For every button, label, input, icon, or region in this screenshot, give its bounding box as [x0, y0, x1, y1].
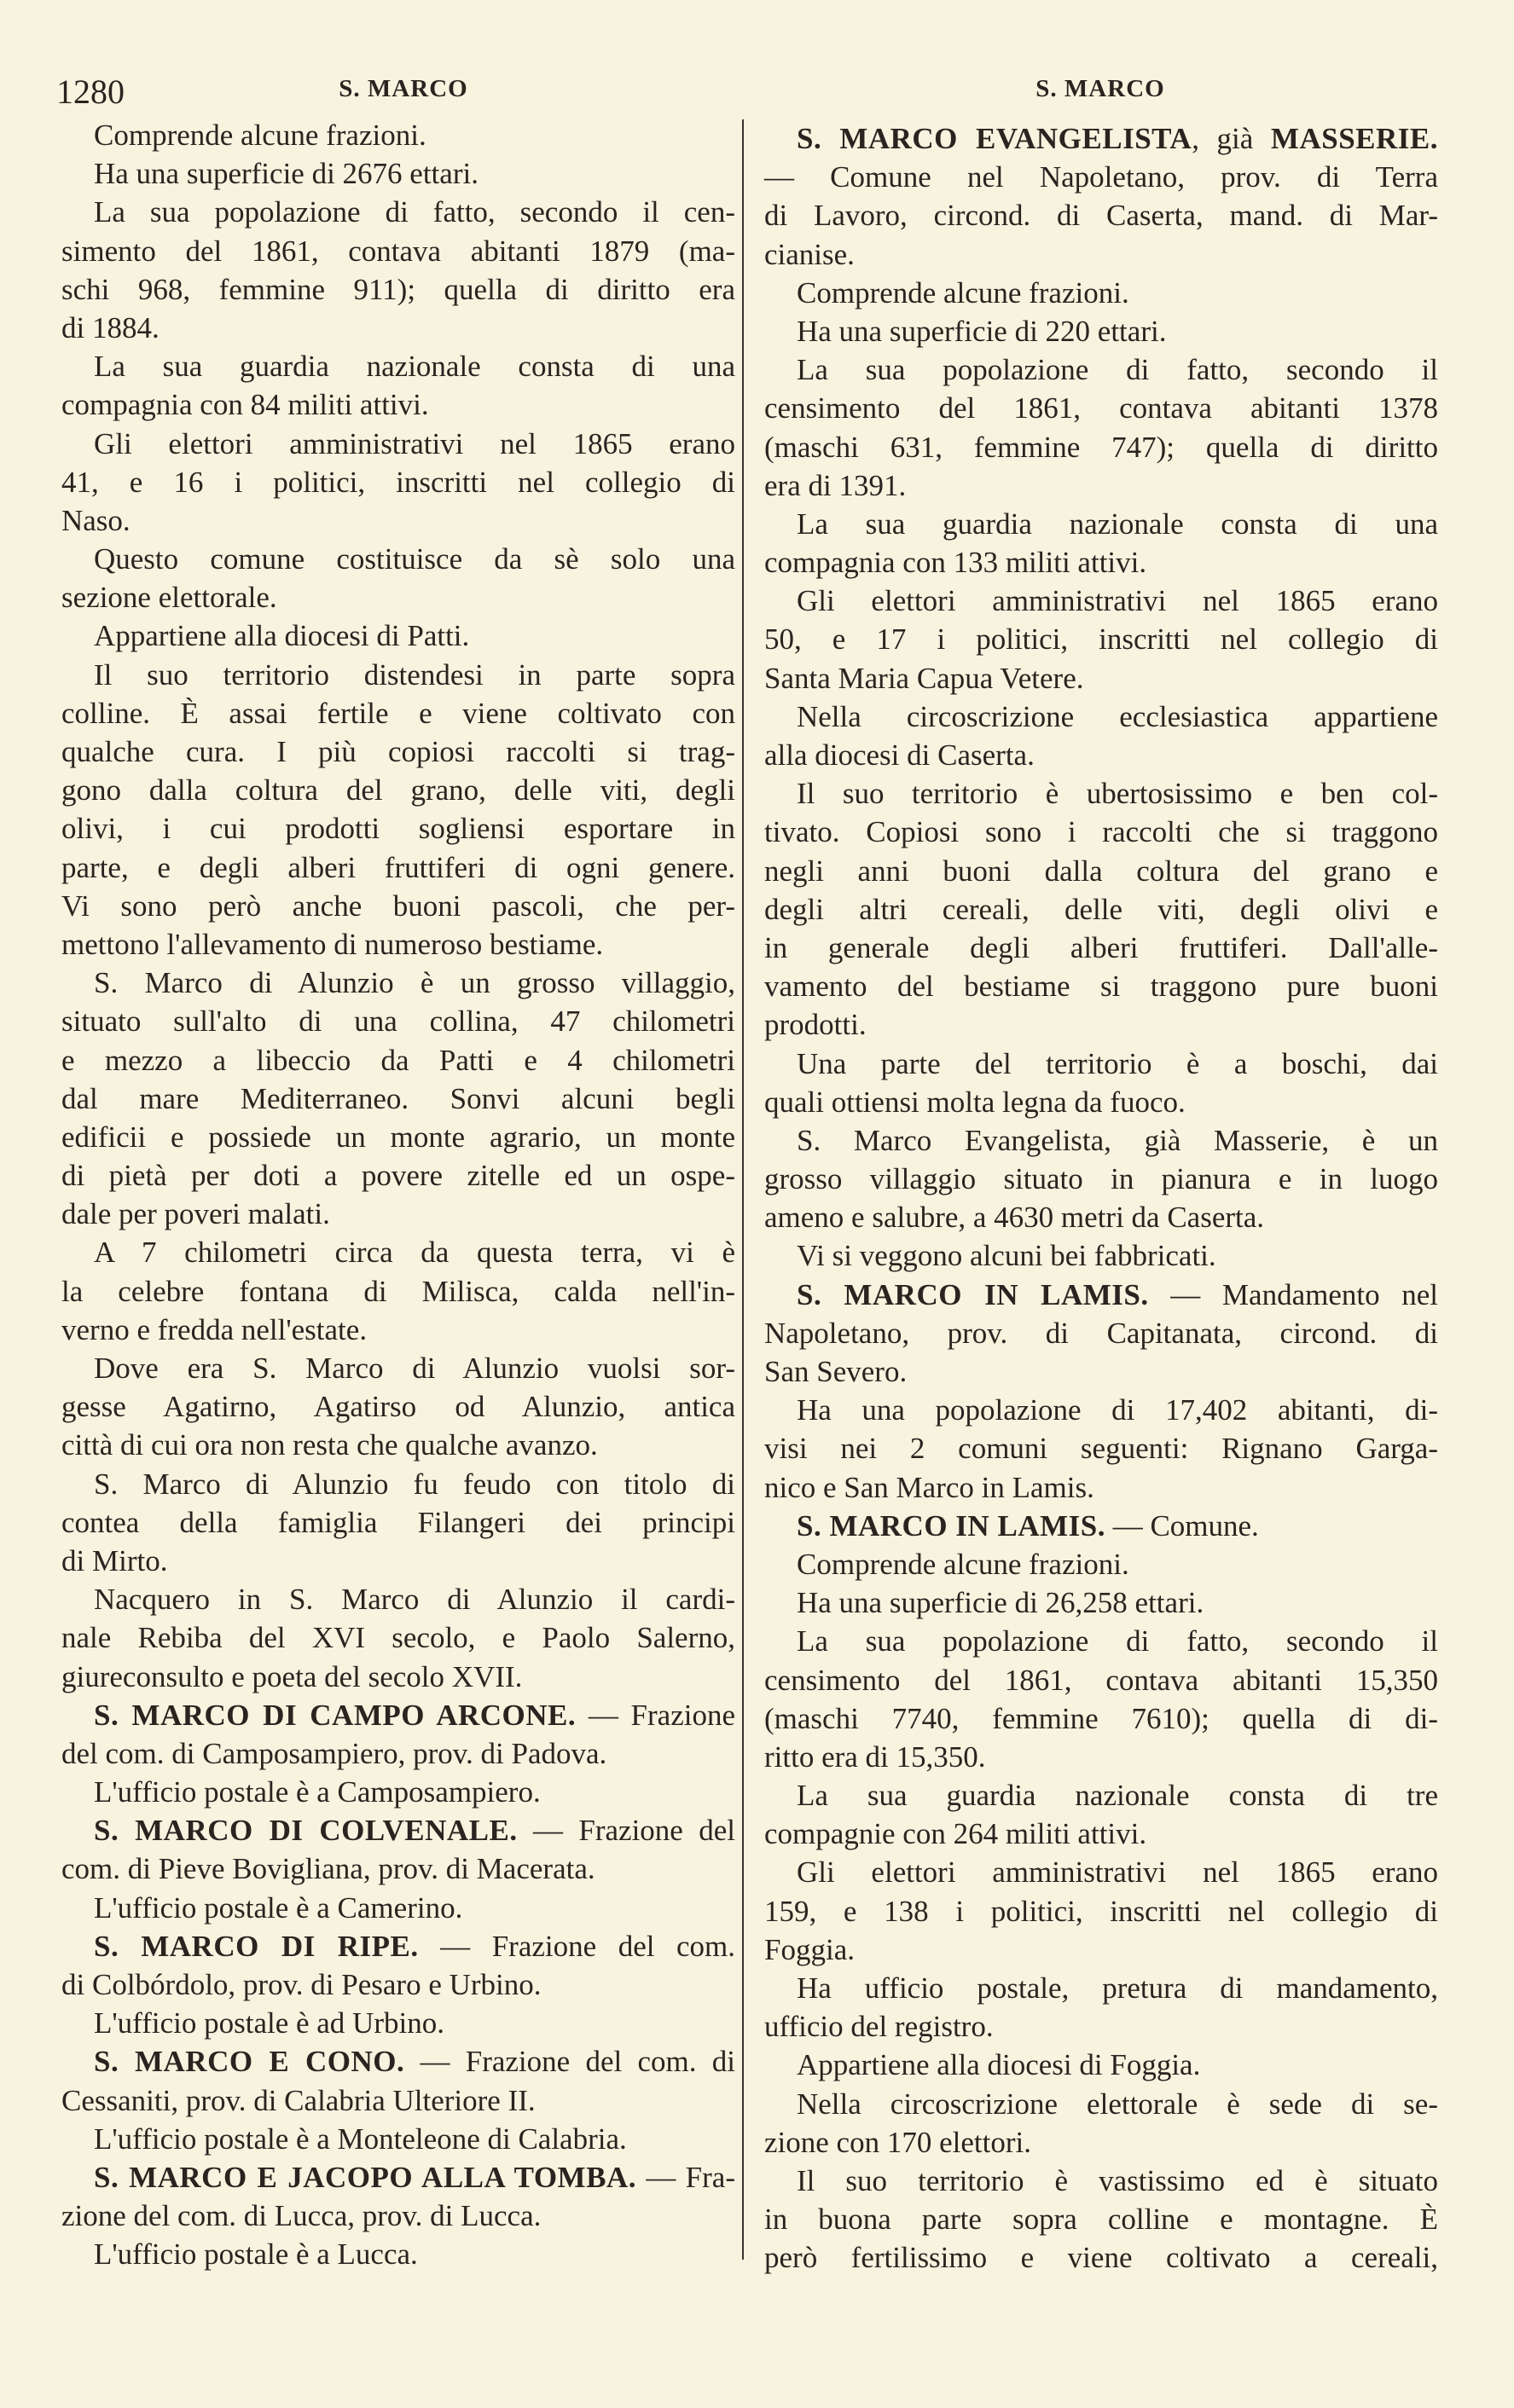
text-line: [61, 2081, 735, 2120]
text-line: [61, 1311, 735, 1349]
paragraph: [764, 1045, 1438, 1121]
paragraph: [764, 1853, 1438, 1969]
line-text: mettono l'allevamento di numeroso bestiame.: [61, 927, 604, 961]
text-line: [764, 2200, 1438, 2238]
text-line: [764, 929, 1438, 967]
line-text: — Frazione del com. di: [404, 2045, 735, 2079]
text-line: [764, 620, 1438, 658]
line-text: Gli elettori amministrativi nel 1865 erano: [797, 1855, 1438, 1890]
line-text: Foggia.: [764, 1932, 855, 1966]
line-text: Comprende alcune frazioni.: [797, 275, 1129, 310]
page-number: 1280: [56, 72, 125, 111]
text-line: [764, 1005, 1438, 1044]
line-text: Il suo territorio è ubertosissimo e ben col-: [797, 777, 1438, 811]
line-text: Comprende alcune frazioni.: [94, 119, 426, 152]
text-line: [764, 1045, 1438, 1083]
text-line: [61, 771, 735, 809]
line-text: tivato. Copiosi sono i raccolti che si traggono: [764, 815, 1438, 849]
text-line: [61, 809, 735, 848]
text-line: [61, 2197, 735, 2235]
text-line: [764, 235, 1438, 274]
line-text: La sua popolazione di fatto, secondo il: [797, 1624, 1438, 1658]
line-text: L'ufficio postale è a Monteleone di Calabria.: [94, 2121, 627, 2156]
text-line: [61, 463, 735, 501]
line-text: La sua popolazione di fatto, secondo il: [797, 353, 1438, 387]
entry-heading: S. MARCO EVANGELISTA: [797, 122, 1192, 155]
paragraph: [61, 347, 735, 424]
text-line: [61, 232, 735, 270]
line-text: compagnie con 264 militi attivi.: [764, 1817, 1147, 1851]
text-line: [764, 1853, 1438, 1891]
paragraph: [61, 1580, 735, 1696]
line-text: situato sull'alto di una collina, 47 chilometri: [61, 1004, 735, 1039]
line-text: La sua guardia nazionale consta di una: [94, 350, 735, 384]
line-text: 159, e 138 i politici, inscritti nel collegio di: [764, 1894, 1438, 1928]
text-line: [764, 466, 1438, 505]
paragraph: [764, 505, 1438, 582]
paragraph: [764, 2085, 1438, 2162]
text-line: [764, 1314, 1438, 1352]
entry-paragraph: [61, 1696, 735, 1773]
text-line: [764, 698, 1438, 736]
text-line: [61, 887, 735, 925]
text-line: [764, 350, 1438, 389]
text-line: [61, 1195, 735, 1233]
line-text: Ha una superficie di 26,258 ettari.: [797, 1586, 1204, 1620]
line-text: simento del 1861, contava abitanti 1879 (ma-: [61, 234, 735, 268]
line-text: Naso.: [61, 503, 131, 537]
line-text: giureconsulto e poeta del secolo XVII.: [61, 1659, 523, 1693]
paragraph: [61, 1349, 735, 1465]
line-text: dale per poveri malati.: [61, 1197, 330, 1231]
line-text: La sua popolazione di fatto, secondo il cen-: [94, 195, 735, 229]
text-line: [764, 1352, 1438, 1391]
line-text: Gli elettori amministrativi nel 1865 erano: [94, 426, 735, 460]
text-line: [61, 1618, 735, 1657]
line-text: Appartiene alla diocesi di Foggia.: [797, 2048, 1201, 2082]
text-line: [764, 1083, 1438, 1121]
text-line: [61, 1041, 735, 1080]
text-line: [764, 774, 1438, 813]
text-line: [61, 2158, 735, 2197]
text-line: [764, 196, 1438, 234]
entry-heading: S. MARCO DI RIPE.: [94, 1929, 419, 1963]
paragraph: [61, 616, 735, 655]
line-text: La sua guardia nazionale consta di tre: [797, 1779, 1438, 1813]
line-text: nale Rebiba del XVI secolo, e Paolo Salerno,: [61, 1621, 735, 1655]
line-text: olivi, i cui prodotti sogliensi esportare in: [61, 812, 735, 846]
text-line: [764, 1121, 1438, 1160]
paragraph: [764, 312, 1438, 350]
line-text: — Comune.: [1105, 1508, 1259, 1543]
text-line: [61, 347, 735, 385]
text-line: [764, 813, 1438, 851]
line-text: e mezzo a libeccio da Patti e 4 chilometri: [61, 1043, 735, 1077]
paragraph: [61, 2235, 735, 2273]
text-line: [61, 1965, 735, 2004]
line-text: Ha una superficie di 220 ettari.: [797, 314, 1167, 348]
line-text: censimento del 1861, contava abitanti 15,350: [764, 1663, 1438, 1697]
entry-paragraph: [764, 1507, 1438, 1545]
line-text: Cessaniti, prov. di Calabria Ulteriore II.: [61, 2083, 536, 2117]
text-line: [61, 1156, 735, 1195]
line-text: 41, e 16 i politici, inscritti nel collegio di: [61, 465, 735, 499]
text-line: [61, 425, 735, 463]
text-line: [764, 1892, 1438, 1930]
text-line: [61, 1349, 735, 1387]
text-line: [61, 1426, 735, 1464]
running-head-left: S. MARCO: [339, 75, 468, 102]
text-line: [61, 1927, 735, 1965]
line-text: Santa Maria Capua Vetere.: [764, 661, 1084, 695]
line-text: gono dalla coltura del grano, delle viti, degli: [61, 773, 735, 807]
text-line: [61, 1002, 735, 1040]
left-column: [61, 116, 735, 2274]
text-line: [764, 1815, 1438, 1853]
text-line: [61, 385, 735, 424]
paragraph: [61, 1465, 735, 1581]
line-text: Nacquero in S. Marco di Alunzio il cardi-: [94, 1583, 735, 1617]
column-divider: [742, 119, 744, 2260]
line-text: di pietà per doti a povere zitelle ed un ospe-: [61, 1159, 735, 1193]
text-line: [61, 1233, 735, 1271]
line-text: — Mandamento nel: [1148, 1277, 1438, 1311]
line-text: sezione elettorale.: [61, 581, 277, 615]
line-text: Appartiene alla diocesi di Patti.: [94, 619, 470, 653]
line-text: di Lavoro, circond. di Caserta, mand. di Mar-: [764, 199, 1438, 233]
paragraph: [764, 1121, 1438, 1237]
line-text: alla diocesi di Caserta.: [764, 738, 1035, 772]
line-text: Il suo territorio è vastissimo ed è situato: [797, 2163, 1438, 2197]
paragraph: [61, 2004, 735, 2042]
paragraph: [61, 116, 735, 154]
paragraph: [764, 274, 1438, 312]
text-line: [764, 119, 1438, 158]
text-line: [61, 116, 735, 154]
line-text: di Mirto.: [61, 1543, 168, 1577]
text-line: [61, 2235, 735, 2273]
paragraph: [764, 350, 1438, 505]
text-line: [61, 2120, 735, 2158]
entry-paragraph: [764, 1276, 1438, 1392]
text-line: [764, 659, 1438, 698]
line-text: (maschi 631, femmine 747); quella di diritto: [764, 430, 1438, 464]
entry-paragraph: [61, 2042, 735, 2119]
text-line: [61, 578, 735, 616]
line-text: era di 1391.: [764, 468, 907, 502]
line-text: ritto era di 15,350.: [764, 1739, 986, 1774]
line-text: Questo comune costituisce da sè solo una: [94, 542, 735, 576]
line-text: schi 968, femmine 911); quella di diritto era: [61, 272, 735, 306]
text-line: [764, 2238, 1438, 2277]
paragraph: [764, 774, 1438, 1044]
line-text: Nella circoscrizione elettorale è sede di se-: [797, 2087, 1438, 2121]
line-text: in generale degli alberi fruttiferi. Dall'alle-: [764, 930, 1438, 964]
text-line: [61, 1658, 735, 1696]
entry-heading-connector: , già: [1192, 122, 1271, 155]
text-line: [61, 1580, 735, 1618]
entry-heading: S. MARCO E JACOPO ALLA TOMBA.: [94, 2160, 636, 2194]
line-text: (maschi 7740, femmine 7610); quella di di-: [764, 1701, 1438, 1735]
text-line: [764, 1969, 1438, 2007]
paragraph: [764, 582, 1438, 698]
text-line: [764, 505, 1438, 543]
text-line: [764, 1738, 1438, 1776]
text-line: [764, 1429, 1438, 1467]
line-text: ufficio del registro.: [764, 2010, 994, 2044]
text-line: [764, 736, 1438, 774]
line-text: Vi sono però anche buoni pascoli, che per-: [61, 889, 735, 923]
line-text: compagnia con 133 militi attivi.: [764, 546, 1147, 580]
line-text: di 1884.: [61, 310, 160, 344]
line-text: quali ottiensi molta legna da fuoco.: [764, 1085, 1186, 1119]
text-line: [764, 543, 1438, 582]
text-line: [61, 193, 735, 231]
paragraph: [61, 425, 735, 541]
line-text: Nella circoscrizione ecclesiastica appartiene: [797, 699, 1438, 733]
entry-heading: S. MARCO DI CAMPO ARCONE.: [94, 1698, 577, 1732]
paragraph: [764, 1622, 1438, 1776]
text-line: [61, 1272, 735, 1311]
text-line: [61, 270, 735, 309]
entry-heading-alt: MASSERIE.: [1270, 122, 1438, 155]
paragraph: [764, 2162, 1438, 2278]
text-line: [764, 2046, 1438, 2084]
text-line: [764, 1198, 1438, 1236]
line-text: Vi si veggono alcuni bei fabbricati.: [797, 1239, 1216, 1273]
line-text: gesse Agatirno, Agatirso od Alunzio, antica: [61, 1390, 735, 1424]
right-column: [764, 119, 1438, 2278]
line-text: città di cui ora non resta che qualche avanzo.: [61, 1428, 598, 1462]
line-text: ameno e salubre, a 4630 metri da Caserta.: [764, 1201, 1265, 1235]
text-line: [61, 964, 735, 1002]
line-text: zione con 170 elettori.: [764, 2125, 1031, 2159]
entry-heading: S. MARCO E CONO.: [94, 2045, 405, 2079]
line-text: S. Marco di Alunzio è un grosso villaggio,: [94, 966, 735, 1000]
line-text: Dove era S. Marco di Alunzio vuolsi sor-: [94, 1352, 735, 1385]
line-text: — Frazione del: [517, 1814, 735, 1848]
text-line: [764, 1661, 1438, 1699]
line-text: in buona parte sopra colline e montagne. È: [764, 2203, 1438, 2237]
line-text: del com. di Camposampiero, prov. di Padova.: [61, 1736, 607, 1770]
line-text: compagnia con 84 militi attivi.: [61, 388, 429, 422]
text-line: [61, 1811, 735, 1849]
text-line: [61, 1696, 735, 1734]
text-line: [61, 1080, 735, 1118]
text-line: [61, 154, 735, 193]
line-text: Napoletano, prov. di Capitanata, circond. di: [764, 1316, 1438, 1350]
line-text: grosso villaggio situato in pianura e in luogo: [764, 1162, 1438, 1196]
line-text: Gli elettori amministrativi nel 1865 erano: [797, 584, 1438, 618]
line-text: nico e San Marco in Lamis.: [764, 1470, 1094, 1504]
text-line: [764, 1622, 1438, 1660]
entry-paragraph: [61, 1811, 735, 1888]
text-line: [764, 2085, 1438, 2123]
entry-heading: S. MARCO IN LAMIS.: [797, 1508, 1105, 1543]
paragraph: [764, 698, 1438, 774]
text-line: [764, 2007, 1438, 2046]
text-line: [764, 1583, 1438, 1622]
paragraph: [61, 2120, 735, 2158]
text-line: [61, 1734, 735, 1773]
entry-heading: S. MARCO DI COLVENALE.: [94, 1814, 518, 1848]
paragraph: [61, 964, 735, 1233]
line-text: degli altri cereali, delle viti, degli olivi e: [764, 892, 1438, 926]
text-line: [61, 1889, 735, 1927]
text-line: [764, 852, 1438, 890]
paragraph: [764, 1776, 1438, 1853]
text-line: [764, 582, 1438, 620]
text-line: [61, 309, 735, 347]
paragraph: [61, 540, 735, 616]
running-head-right: S. MARCO: [1035, 75, 1165, 102]
line-text: L'ufficio postale è a Lucca.: [94, 2237, 418, 2272]
line-text: L'ufficio postale è a Camposampiero.: [94, 1775, 541, 1809]
paragraph: [61, 1773, 735, 1811]
line-text: L'ufficio postale è a Camerino.: [94, 1890, 463, 1925]
line-text: Il suo territorio distendesi in parte sopra: [94, 657, 735, 692]
text-line: [61, 1503, 735, 1542]
text-line: [61, 1542, 735, 1580]
paragraph: [61, 1889, 735, 1927]
line-text: La sua guardia nazionale consta di una: [797, 506, 1438, 541]
text-line: [61, 2042, 735, 2081]
text-line: [764, 1468, 1438, 1507]
line-text: Ha ufficio postale, pretura di mandamento,: [797, 1971, 1438, 2005]
entry-paragraph: [764, 119, 1438, 274]
paragraph: [61, 193, 735, 347]
text-line: [61, 616, 735, 655]
text-line: [61, 1387, 735, 1426]
text-line: [764, 890, 1438, 929]
paragraph: [764, 1236, 1438, 1275]
text-line: [61, 1849, 735, 1888]
line-text: qualche cura. I più copiosi raccolti si trag-: [61, 735, 735, 768]
text-line: [61, 656, 735, 694]
line-text: San Severo.: [764, 1355, 908, 1388]
line-text: negli anni buoni dalla coltura del grano e: [764, 854, 1438, 888]
paragraph: [61, 154, 735, 193]
text-line: [764, 1507, 1438, 1545]
entry-paragraph: [61, 2158, 735, 2235]
line-text: Comprende alcune frazioni.: [797, 1547, 1129, 1581]
text-line: [61, 925, 735, 964]
text-line: [764, 1776, 1438, 1815]
line-text: censimento del 1861, contava abitanti 1378: [764, 391, 1438, 425]
line-text: edificii e possiede un monte agrario, un monte: [61, 1120, 735, 1154]
paragraph: [764, 1583, 1438, 1622]
line-text: — Frazione: [576, 1698, 735, 1732]
text-line: [764, 1236, 1438, 1275]
line-text: — Comune nel Napoletano, prov. di Terra: [764, 160, 1438, 194]
text-line: [61, 694, 735, 732]
paragraph: [764, 1969, 1438, 2046]
line-text: però fertilissimo e viene coltivato a cereali,: [764, 2241, 1438, 2275]
text-line: [764, 1930, 1438, 1969]
text-line: [764, 1391, 1438, 1429]
line-text: vamento del bestiame si traggono pure buoni: [764, 970, 1438, 1004]
line-text: cianise.: [764, 237, 855, 271]
text-line: [61, 1773, 735, 1811]
text-line: [61, 1465, 735, 1503]
line-text: contea della famiglia Filangeri dei principi: [61, 1505, 735, 1539]
text-line: [61, 732, 735, 771]
line-text: la celebre fontana di Milisca, calda nell'in-: [61, 1274, 735, 1308]
text-line: [764, 1276, 1438, 1314]
line-text: S. Marco di Alunzio fu feudo con titolo di: [94, 1467, 735, 1501]
line-text: A 7 chilometri circa da questa terra, vi è: [94, 1236, 735, 1270]
text-line: [764, 428, 1438, 466]
paragraph: [764, 2046, 1438, 2084]
paragraph: [61, 656, 735, 964]
text-line: [764, 274, 1438, 312]
line-text: L'ufficio postale è ad Urbino.: [94, 2006, 444, 2040]
text-line: [764, 2123, 1438, 2162]
line-text: Ha una popolazione di 17,402 abitanti, di-: [797, 1393, 1438, 1427]
text-line: [61, 540, 735, 578]
line-text: prodotti.: [764, 1008, 867, 1042]
line-text: 50, e 17 i politici, inscritti nel collegio di: [764, 622, 1438, 657]
line-text: com. di Pieve Bovigliana, prov. di Macerata.: [61, 1852, 595, 1886]
line-text: zione del com. di Lucca, prov. di Lucca.: [61, 2199, 542, 2233]
line-text: Una parte del territorio è a boschi, dai: [797, 1046, 1438, 1080]
line-text: Ha una superficie di 2676 ettari.: [94, 157, 479, 191]
entry-heading: S. MARCO IN LAMIS.: [797, 1277, 1149, 1311]
line-text: verno e fredda nell'estate.: [61, 1312, 368, 1346]
entry-paragraph: [61, 1927, 735, 2004]
text-line: [61, 2004, 735, 2042]
line-text: parte, e degli alberi fruttiferi di ogni genere.: [61, 850, 735, 884]
paragraph: [61, 1233, 735, 1349]
text-line: [764, 1699, 1438, 1738]
line-text: dal mare Mediterraneo. Sonvi alcuni begli: [61, 1081, 735, 1115]
line-text: — Frazione del com.: [418, 1929, 735, 1963]
line-text: S. Marco Evangelista, già Masserie, è un: [797, 1123, 1438, 1157]
text-line: [764, 158, 1438, 196]
text-line: [764, 312, 1438, 350]
paragraph: [764, 1545, 1438, 1583]
line-text: visi nei 2 comuni seguenti: Rignano Garga-: [764, 1432, 1438, 1466]
line-text: colline. È assai fertile e viene coltivato con: [61, 696, 735, 730]
line-text: — Fra-: [635, 2160, 735, 2194]
text-line: [764, 1545, 1438, 1583]
text-line: [61, 848, 735, 887]
text-line: [764, 1160, 1438, 1198]
text-line: [764, 389, 1438, 427]
line-text: di Colbórdolo, prov. di Pesaro e Urbino.: [61, 1968, 542, 2001]
text-line: [764, 967, 1438, 1005]
text-line: [61, 1118, 735, 1156]
text-line: [764, 2162, 1438, 2200]
paragraph: [764, 1391, 1438, 1507]
text-line: [61, 501, 735, 540]
